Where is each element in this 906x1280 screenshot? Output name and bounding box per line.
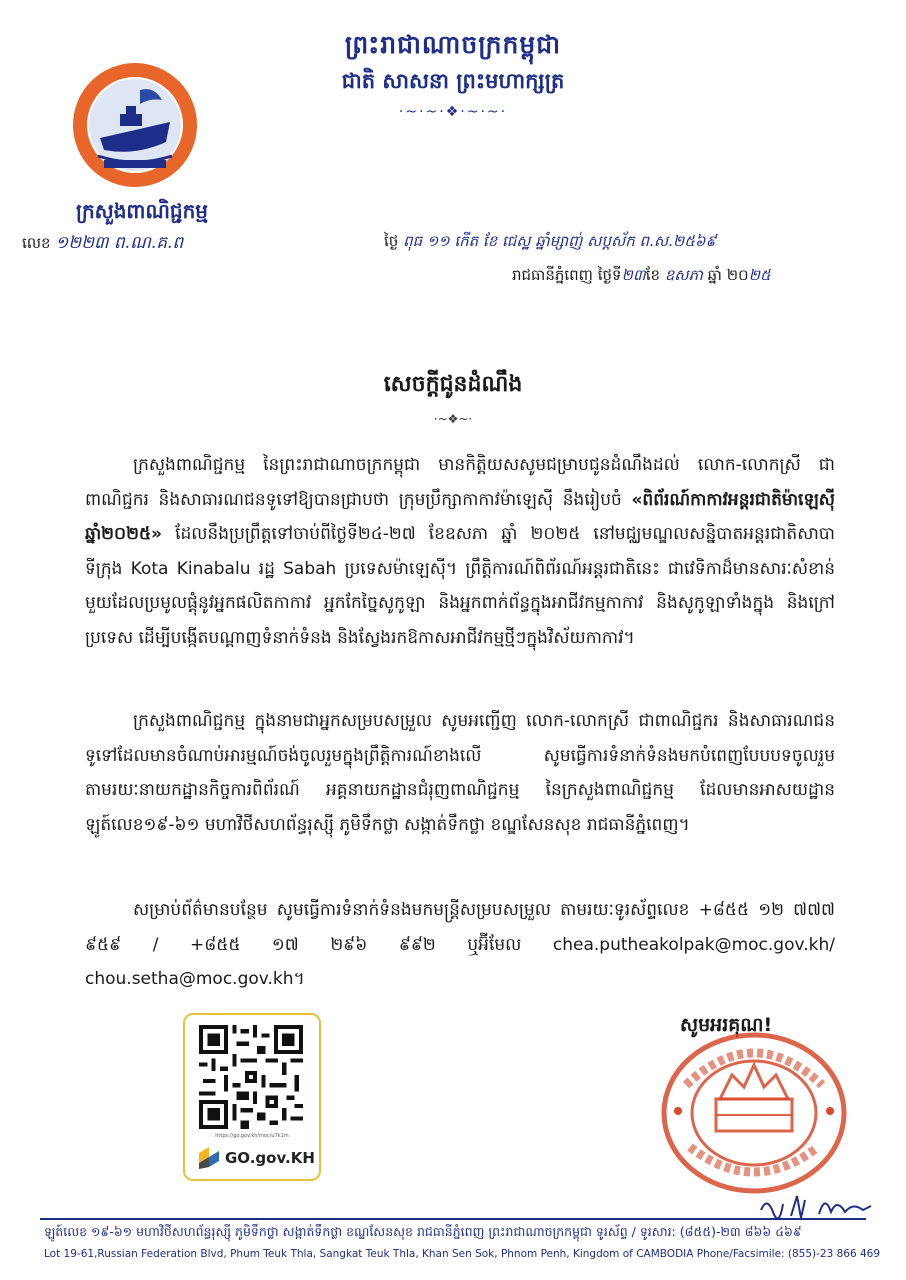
qr-url-caption: https://go.gov.kh/moc/u7k1m <box>215 1133 289 1139</box>
title-ornament: ·~❖~· <box>433 412 473 426</box>
national-motto: ជាតិ សាសនា ព្រះមហាក្សត្រ <box>341 69 565 93</box>
solar-date <box>512 266 771 288</box>
solar-date-month-label: ខែ <box>645 266 660 284</box>
kingdom-header: ព្រះរាជាណាចក្រកម្ពុជា <box>344 30 562 59</box>
lunar-date-handwritten: ពុធ ១១ កើត ខែ ជេស្ឋ ឆ្នាំម្សាញ់ សប្តស័ក ព.ស.២៥៦៩ <box>403 232 717 250</box>
notice-title: សេចក្តីជូនដំណឹង <box>383 372 523 397</box>
solar-date-year-label: ឆ្នាំ ២០ <box>707 266 749 284</box>
footer-divider <box>40 1218 866 1220</box>
event-name: «ពិព័រណ៍កាកាវអន្តរជាតិម៉ាឡេស៊ី ឆ្នាំ២០២៥» <box>85 489 835 544</box>
solar-date-day: ២៣ <box>621 266 646 284</box>
reference-number <box>22 232 183 257</box>
paragraph-invitation: ក្រសួងពាណិជ្ជកម្ម ក្នុងនាមជាអ្នកសម្របសម្រួល សូមអញ្ជើញ លោក-លោកស្រី ជាពាណិជ្ជករ និងសាធារណជនទូទៅដែលមានចំណាប់អារម្មណ៍ចង់ចូលរួមក្នុងព្រឹត្តិការណ៍ខាងលើ សូមធ្វើការទំនាក់ទំនងមកបំពេញបែបបទចូលរួម តាមរយៈនាយកដ្ឋានកិច្ចការពិព័រណ៍ អគ្គនាយកដ្ឋានជំរុញពាណិជ្ជកម្ម នៃក្រសួងពាណិជ្ជកម្ម ដែលមានអាសយដ្ឋានឡូត៍លេខ១៩-៦១ មហាវិថីសហព័ន្ធរុស្ស៊ី ភូមិទឹកថ្លា សង្កាត់ទឹកថ្លា ខណ្ឌសែនសុខ រាជធានីភ្នំពេញ។ <box>85 711 835 835</box>
footer-address-english: Lot 19-61,Russian Federation Blvd, Phum Teuk Thla, Sangkat Teuk Thla, Khan Sen Sok, Phnom Penh, Kingdom of CAMBODIA Phone/Facsimile: (855)-23 866 469 <box>44 1248 881 1260</box>
reference-handwritten: ១២២៣ ព.ណ.គ.ព <box>55 233 184 253</box>
paragraph-intro <box>85 448 835 655</box>
ministry-logo <box>70 60 200 190</box>
qr-code[interactable] <box>199 1025 303 1129</box>
closing-thanks: សូមអរគុណ! <box>680 1014 773 1036</box>
paragraph-intro-b: ដែលនឹងប្រព្រឹត្តទៅចាប់ពីថ្ងៃទី២៤-២៧ ខែឧសភា ឆ្នាំ ២០២៥ នៅមជ្ឈមណ្ឌលសន្និបាតអន្តរជាតិសាបា ទីក្រុង Kota Kinabalu រដ្ឋ Sabah ប្រទេសម៉ាឡេស៊ី។ ព្រឹត្តិការណ៍ពិព័រណ៍អន្តរជាតិនេះ ជាវេទិកាដ៏មានសារៈសំខាន់មួយដែលប្រមូលផ្តុំនូវអ្នកផលិតកាកាវ អ្នកកែច្នៃសូកូឡា និងអ្នកពាក់ព័ន្ធក្នុងអាជីវកម្មកាកាវ និងសូកូឡាទាំងក្នុង និងក្រៅប្រទេស ដើម្បីបង្កើតបណ្តាញទំនាក់ទំនង និងស្វែងរកឱកាសអាជីវកម្មថ្មីៗក្នុងវិស័យកាកាវ។ <box>85 524 835 648</box>
paragraph-contact: សម្រាប់ព័ត៌មានបន្ថែម សូមធ្វើការទំនាក់ទំនងមកមន្ត្រីសម្របសម្រួល តាមរយៈទូរស័ព្ទលេខ +៨៥៥ ១២ ៧៧៧ ៩៥៩ / +៨៥៥ ១៧ ២៩៦ ៩៩២ ឬអ៊ីមែល chea.putheakolpak@moc.gov.kh/ chou.setha@moc.gov.kh។ <box>85 900 835 989</box>
lunar-date-label: ថ្ងៃ <box>384 232 399 250</box>
official-seal-icon <box>656 1025 852 1195</box>
footer-address-khmer: ឡូត៍លេខ ១៩-៦១ មហាវិថីសហព័ន្ធរុស្ស៊ី ភូមិទឹកថ្លា សង្កាត់ទឹកថ្លា ខណ្ឌសែនសុខ រាជធានីភ្នំពេញ ព្រះរាជាណាចក្រកម្ពុជា ទូរស័ព្ទ / ទូរសារ: (៨៥៥)-២៣ ៨៦៦ ៤៦៩ <box>44 1224 802 1239</box>
ministry-name: ក្រសួងពាណិជ្ជកម្ម <box>76 199 208 223</box>
go-gov-logo-icon <box>197 1147 221 1169</box>
qr-code-card[interactable] <box>183 1013 321 1181</box>
go-gov-brand: GO.gov.KH <box>225 1149 315 1167</box>
solar-date-year: ២៥ <box>748 266 771 284</box>
lunar-date <box>384 232 716 254</box>
reference-label: លេខ <box>22 234 51 252</box>
solar-date-month: ឧសភា <box>664 266 703 284</box>
header-ornament: ·~·~·❖·~·~· <box>398 104 508 120</box>
solar-date-prefix: រាជធានីភ្នំពេញ ថ្ងៃទី <box>512 266 622 284</box>
paragraph-intro-a: ក្រសួងពាណិជ្ជកម្ម នៃព្រះរាជាណាចក្រកម្ពុជា មានកិត្តិយសសូមជម្រាបជូនដំណឹងដល់ លោក-លោកស្រី ជាពាណិជ្ជករ និងសាធារណជនទូទៅឱ្យបានជ្រាបថា ក្រុមប្រឹក្សាកាកាវម៉ាឡេស៊ី នឹងរៀបចំ <box>85 455 835 510</box>
